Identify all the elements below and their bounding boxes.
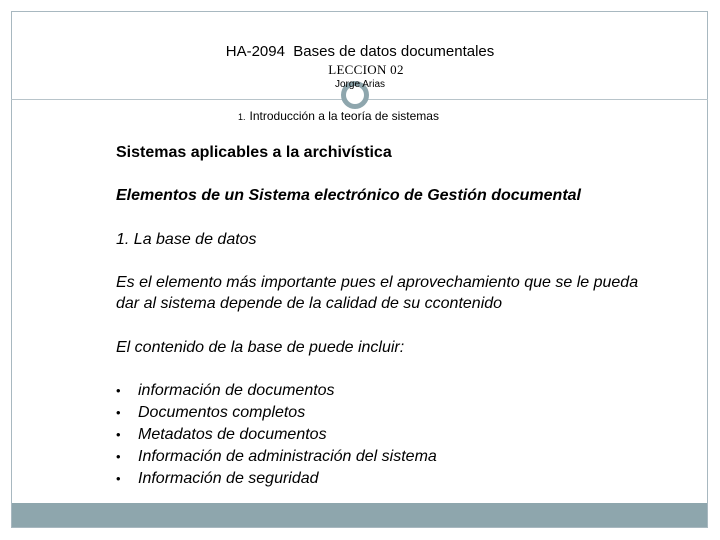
section-label (238, 109, 439, 123)
bullet-text: información de documentos (138, 382, 335, 399)
bullet-icon: • (116, 427, 121, 442)
bullet-text: Información de administración del sistema (138, 448, 437, 465)
paragraph-line-2: dar al sistema depende de la calidad de su ccontenido (116, 295, 503, 312)
bullet-text: Información de seguridad (138, 470, 319, 487)
bullet-icon: • (116, 449, 121, 464)
bullet-text: Documentos completos (138, 404, 306, 421)
bullet-icon: • (116, 405, 121, 420)
item-title: 1. La base de datos (116, 231, 257, 248)
bullet-text: Metadatos de documentos (138, 426, 327, 443)
bullet-icon: • (116, 383, 121, 398)
author-name: Jorge Arias (334, 79, 386, 90)
bullet-icon: • (116, 471, 121, 486)
section-number: 1. (238, 112, 246, 122)
content-heading: Sistemas aplicables a la archivística (116, 144, 392, 161)
section-title: Introducción a la teoría de sistemas (249, 109, 439, 123)
content-subheading: Elementos de un Sistema electrónico de Gestión documental (116, 187, 581, 204)
list-intro: El contenido de la base de puede incluir: (116, 339, 405, 356)
course-title: HA-2094 Bases de datos documentales (225, 43, 495, 60)
lesson-label: LECCION 02 (328, 62, 404, 77)
paragraph-line-1: Es el elemento más importante pues el aprovechamiento que se le pueda (116, 274, 639, 291)
footer-bar (12, 503, 707, 527)
